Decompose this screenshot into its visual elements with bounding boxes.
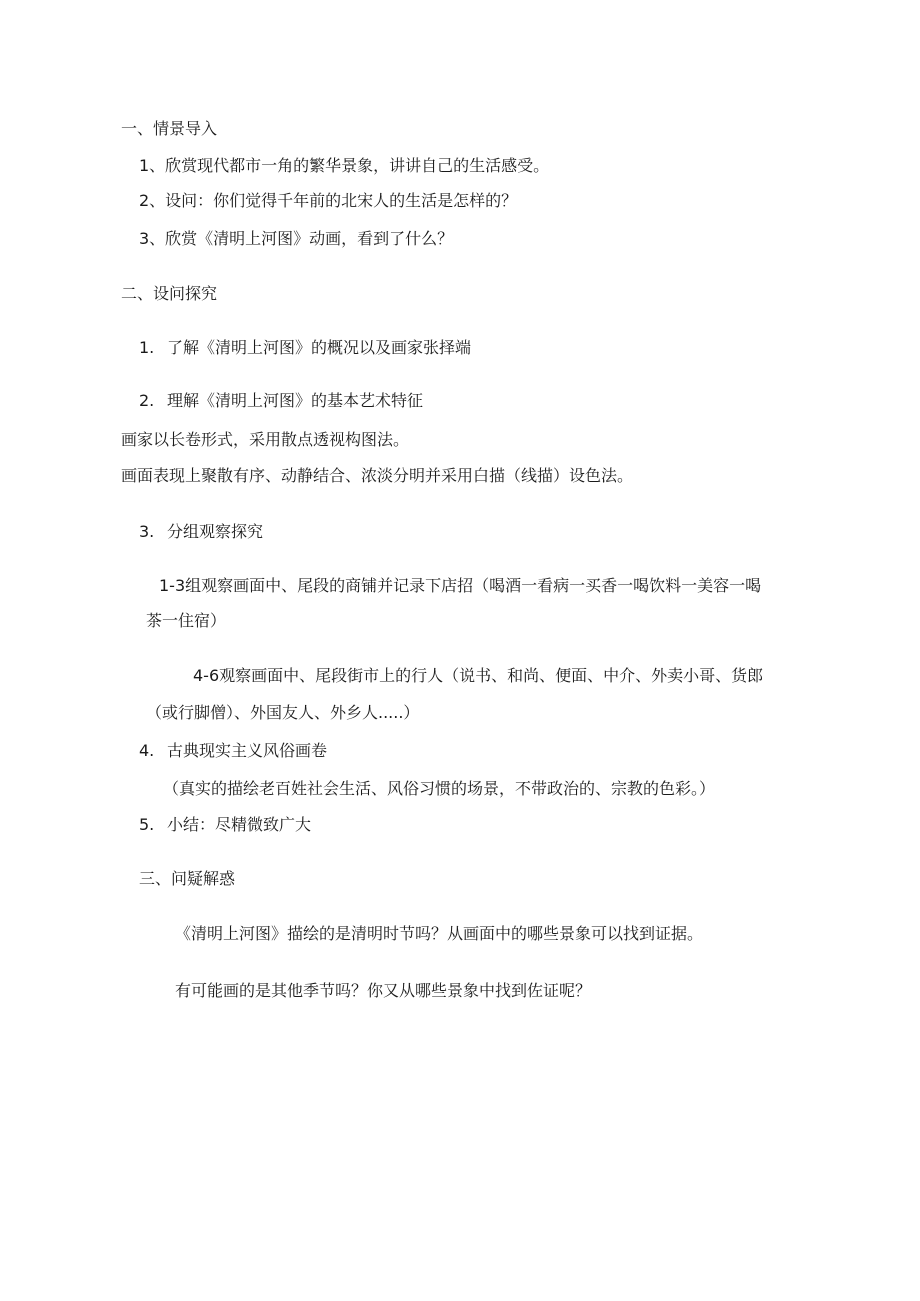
body-text: 茶一住宿） bbox=[146, 611, 227, 630]
list-item: 3、欣赏《清明上河图》动画，看到了什么？ bbox=[139, 229, 454, 248]
numbered-item bbox=[139, 741, 327, 761]
list-item: 2、设问：你们觉得千年前的北宋人的生活是怎样的？ bbox=[139, 191, 518, 210]
section-heading-2: 二、设问探究 bbox=[121, 284, 218, 303]
item-text: 分组观察探究 bbox=[167, 522, 264, 541]
item-number: 5. bbox=[139, 815, 155, 834]
item-number: 1. bbox=[139, 338, 155, 357]
item-text: 古典现实主义风俗画卷 bbox=[167, 741, 328, 760]
body-text: 4-6观察画面中、尾段街市上的行人（说书、和尚、便面、中介、外卖小哥、货郎 bbox=[193, 666, 764, 685]
item-text: 理解《清明上河图》的基本艺术特征 bbox=[167, 391, 424, 410]
item-number: 2. bbox=[139, 391, 155, 410]
item-text: 小结：尽精微致广大 bbox=[167, 815, 312, 834]
numbered-item bbox=[139, 815, 311, 835]
numbered-item bbox=[139, 338, 471, 358]
body-text: （真实的描绘老百姓社会生活、风俗习惯的场景，不带政治的、宗教的色彩。） bbox=[163, 779, 716, 798]
section-heading-3: 三、问疑解惑 bbox=[139, 869, 236, 888]
section-heading-1: 一、情景导入 bbox=[121, 119, 218, 138]
item-text: 了解《清明上河图》的概况以及画家张择端 bbox=[167, 338, 472, 357]
list-item: 1、欣赏现代都市一角的繁华景象，讲讲自己的生活感受。 bbox=[139, 156, 550, 175]
item-number: 4. bbox=[139, 741, 155, 760]
body-text: 画面表现上聚散有序、动静结合、浓淡分明并采用白描（线描）设色法。 bbox=[121, 466, 634, 485]
numbered-item bbox=[139, 522, 263, 542]
body-text: 画家以长卷形式，采用散点透视构图法。 bbox=[121, 430, 410, 449]
body-text: （或行脚僧）、外国友人、外乡人.....） bbox=[146, 703, 420, 722]
body-text: 《清明上河图》描绘的是清明时节吗？从画面中的哪些景象可以找到证据。 bbox=[175, 924, 704, 943]
item-number: 3. bbox=[139, 522, 155, 541]
body-text: 1-3组观察画面中、尾段的商铺并记录下店招（喝酒一看病一买香一喝饮料一美容一喝 bbox=[159, 576, 762, 595]
body-text: 有可能画的是其他季节吗？你又从哪些景象中找到佐证呢？ bbox=[175, 981, 592, 1000]
numbered-item bbox=[139, 391, 423, 411]
